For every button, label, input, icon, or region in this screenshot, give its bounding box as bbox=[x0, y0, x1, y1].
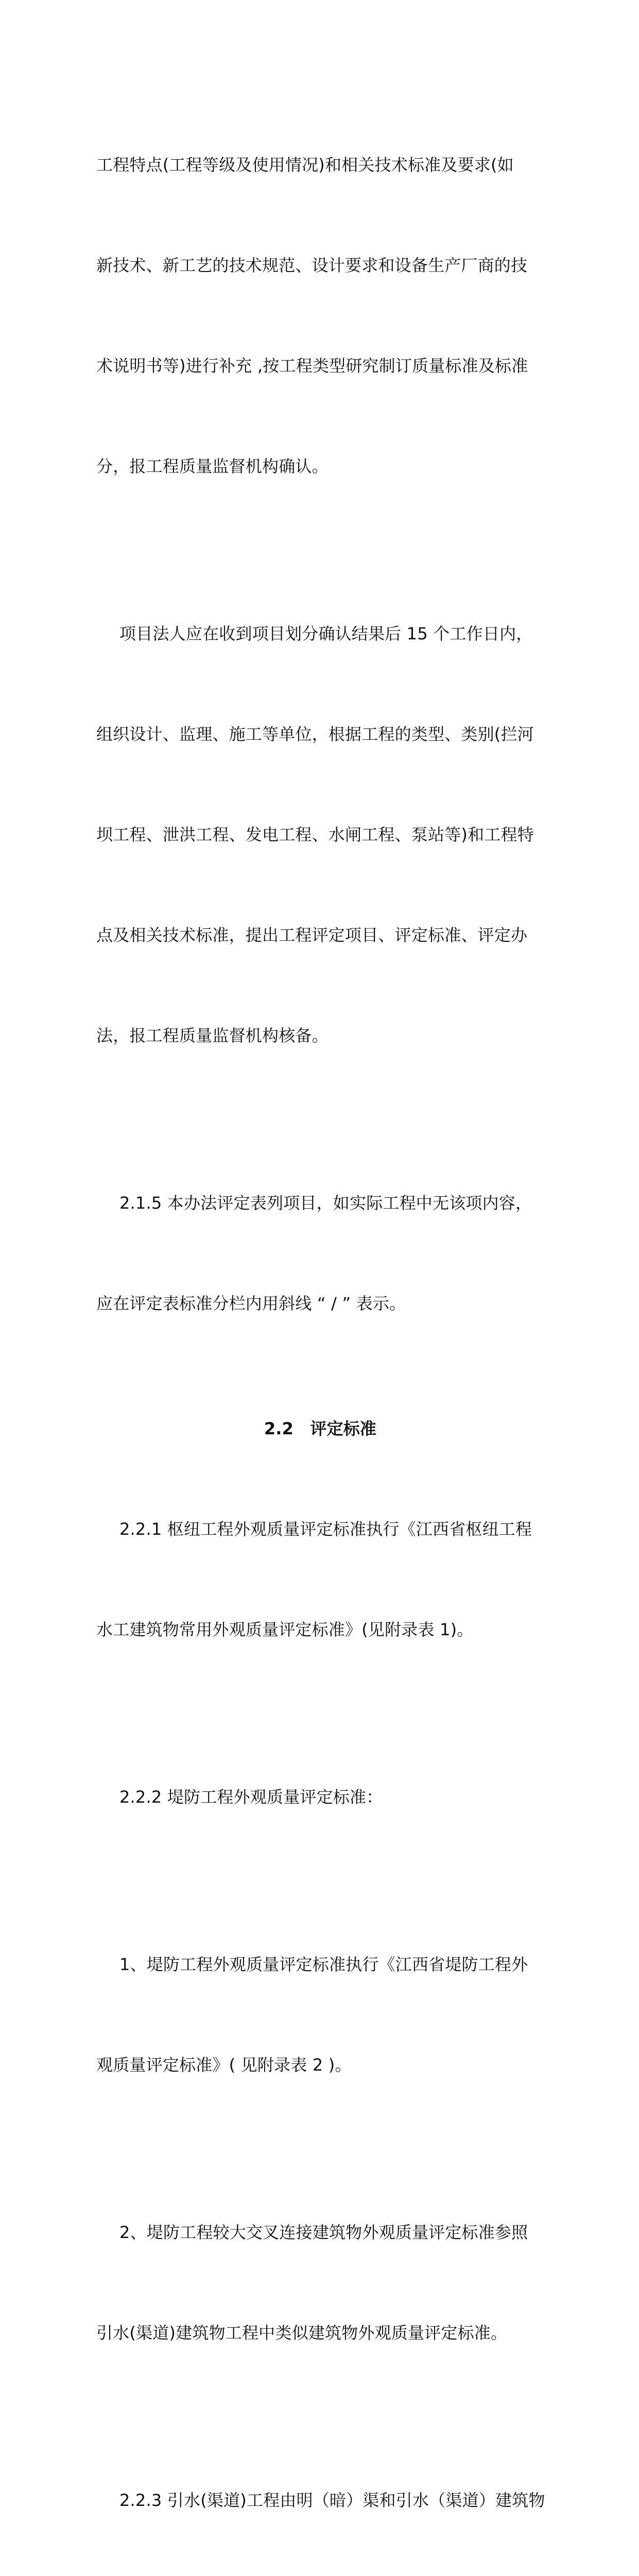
text-line: 应在评定表标准分栏内用斜线 “ / ” 表示。 bbox=[96, 1294, 406, 1313]
paragraph bbox=[96, 1714, 544, 1881]
text-line: 2.2.3 引水(渠道)工程由明（暗）渠和引水（渠道）建筑物 bbox=[119, 2490, 545, 2510]
text-line: 工程特点(工程等级及使用情况)和相关技术标准及要求(如 bbox=[96, 155, 514, 175]
text-line: 点及相关技术标准，提出工程评定项目、评定标准、评定办 bbox=[96, 925, 528, 945]
text-line: 新技术、新工艺的技术规范、设计要求和设备生产厂商的技 bbox=[96, 256, 528, 275]
paragraph bbox=[96, 1881, 544, 2149]
text-line: 观质量评定标准》( 见附录表 2 )。 bbox=[96, 2055, 352, 2075]
text-line: 2.2.2 堤防工程外观质量评定标准： bbox=[119, 1787, 383, 1807]
paragraph bbox=[96, 550, 544, 1120]
document-body bbox=[96, 81, 544, 2576]
text-line: 1、堤防工程外观质量评定标准执行《江西省堤防工程外 bbox=[119, 1955, 528, 1974]
paragraph bbox=[96, 1120, 544, 1387]
text-line: 分，报工程质量监督机构确认。 bbox=[96, 456, 329, 476]
text-line: 2.1.5 本办法评定表列项目，如实际工程中无该项内容， bbox=[119, 1193, 532, 1213]
text-line: 项目法人应在收到项目划分确认结果后 15 个工作日内， bbox=[119, 624, 533, 643]
text-line: 术说明书等)进行补充 ,按工程类型研究制订质量标准及标准 bbox=[96, 356, 528, 376]
section-heading: 2.2 评定标准 bbox=[264, 1419, 377, 1438]
text-line: 组织设计、监理、施工等单位，根据工程的类型、类别(拦河 bbox=[96, 724, 534, 744]
text-line: 法，报工程质量监督机构核备。 bbox=[96, 1026, 329, 1045]
paragraph bbox=[96, 1446, 544, 1714]
text-line: 水工建筑物常用外观质量评定标准》(见附录表 1)。 bbox=[96, 1620, 474, 1639]
text-line: 2.2.1 枢纽工程外观质量评定标准执行《江西省枢纽工程 bbox=[119, 1519, 532, 1539]
paragraph bbox=[96, 2417, 544, 2576]
paragraph bbox=[96, 2149, 544, 2417]
text-line: 坝工程、泄洪工程、发电工程、水闸工程、泵站等)和工程特 bbox=[96, 825, 534, 844]
paragraph bbox=[96, 81, 544, 550]
spacer bbox=[96, 1387, 544, 1412]
text-line: 引水(渠道)建筑物工程中类似建筑物外观质量评定标准。 bbox=[96, 2323, 508, 2343]
text-line: 2、堤防工程较大交叉连接建筑物外观质量评定标准参照 bbox=[119, 2223, 528, 2242]
